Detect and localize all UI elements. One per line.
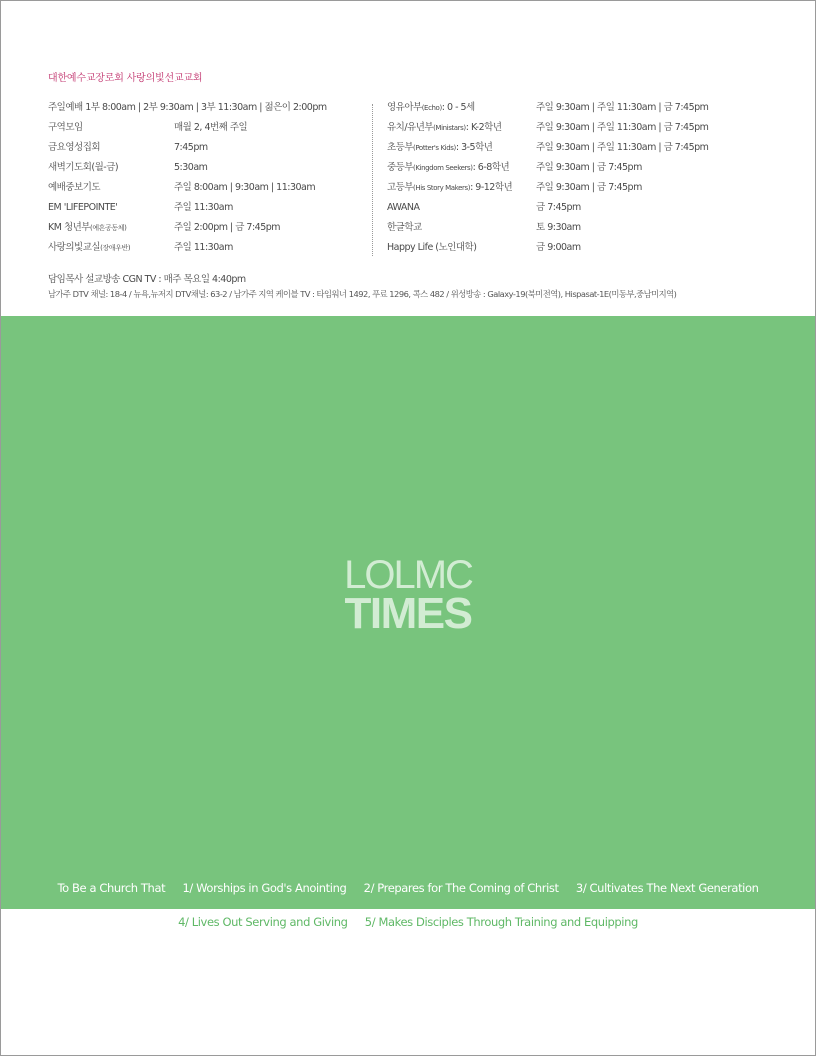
schedule-label: 초등부(Potter's Kids): 3-5학년 (387, 142, 493, 153)
church-name: 대한예수교장로회 사랑의빛선교교회 (48, 73, 203, 84)
schedule-label: 주일예배 1부 8:00am | 2부 9:30am | 3부 11:30am | 젊은이 2:00pm (48, 102, 327, 113)
schedule-time: 주일 9:30am | 주일 11:30am | 금 7:45pm (536, 122, 709, 133)
schedule-label: 예배중보기도 (48, 182, 101, 193)
schedule-label: KM 청년부(예흔공동체) (48, 222, 127, 233)
schedule-label: 한글학교 (387, 222, 422, 233)
mission-item: 1/ Worships in God's Anointing (182, 881, 347, 895)
cover-band (1, 316, 815, 909)
schedule-label: 중등부(Kingdom Seekers): 6-8학년 (387, 162, 510, 173)
schedule-label: AWANA (387, 202, 420, 213)
schedule-time: 7:45pm (174, 142, 208, 153)
schedule-time: 주일 8:00am | 9:30am | 11:30am (174, 182, 316, 193)
schedule-time: 주일 11:30am (174, 202, 233, 213)
schedule-time: 주일 9:30am | 주일 11:30am | 금 7:45pm (536, 142, 709, 153)
schedule-label: 금요영성집회 (48, 142, 101, 153)
mission-item: 2/ Prepares for The Coming of Christ (363, 881, 559, 895)
newsletter-logo (1, 553, 815, 638)
schedule-time: 주일 9:30am | 주일 11:30am | 금 7:45pm (536, 102, 709, 113)
schedule-time: 매월 2, 4번째 주일 (174, 122, 248, 133)
schedule-time: 금 9:00am (536, 242, 581, 253)
mission-item: 5/ Makes Disciples Through Training and Equipping (364, 915, 638, 929)
schedule-time: 5:30am (174, 162, 208, 173)
column-divider (372, 104, 373, 256)
schedule-time: 주일 2:00pm | 금 7:45pm (174, 222, 281, 233)
schedule-time: 주일 11:30am (174, 242, 233, 253)
mission-item: 4/ Lives Out Serving and Giving (178, 915, 348, 929)
schedule-label: 구역모임 (48, 122, 83, 133)
mission-line-1 (1, 881, 815, 895)
schedule-time: 금 7:45pm (536, 202, 581, 213)
schedule-label: 사랑의빛교실(장애우반) (48, 242, 131, 253)
schedule-time: 토 9:30am (536, 222, 581, 233)
mission-item: To Be a Church That (57, 881, 166, 895)
logo-line2: TIMES (344, 589, 472, 638)
mission-item: 3/ Cultivates The Next Generation (575, 881, 759, 895)
logo-line1: LOLMC (344, 553, 472, 597)
schedule-time: 주일 9:30am | 금 7:45pm (536, 182, 642, 193)
schedule-label: 고등부(His Story Makers): 9-12학년 (387, 182, 513, 193)
schedule-label: 영유아부(Echo): 0 - 5세 (387, 102, 475, 113)
schedule-label: Happy Life (노인대학) (387, 242, 477, 253)
mission-line-2 (0, 915, 816, 929)
channel-info: 남가주 DTV 채널: 18-4 / 뉴욕,뉴저지 DTV채널: 63-2 / 남가주 지역 케이블 TV : 타임워너 1492, 푸료 1296, 콕스 482 / 위성방송 : Galaxy-19(북미전역), Hispasat-1E(미동부,중남미지역) (48, 289, 677, 299)
schedule-label: 새벽기도회(월-금) (48, 162, 119, 173)
schedule-time: 주일 9:30am | 금 7:45pm (536, 162, 642, 173)
schedule-label: 유치/유년부(Ministars): K-2학년 (387, 122, 502, 133)
schedule-label: EM 'LIFEPOINTE' (48, 202, 118, 213)
broadcast-info: 담임목사 설교방송 CGN TV : 매주 목요일 4:40pm (48, 274, 246, 285)
